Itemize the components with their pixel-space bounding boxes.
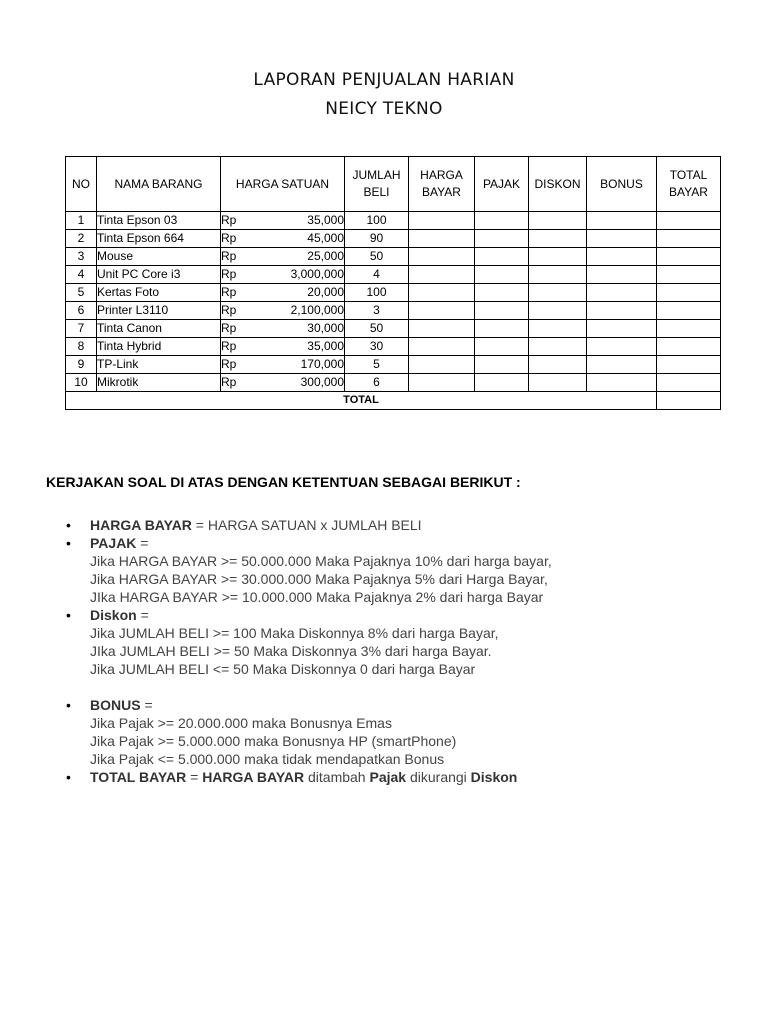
report-title: LAPORAN PENJUALAN HARIAN (253, 70, 515, 90)
cell-total-bayar (657, 212, 721, 230)
cell-total-bayar (657, 284, 721, 302)
company-name: NEICY TEKNO (325, 99, 443, 119)
cell-no: 8 (66, 338, 97, 356)
cell-harga-satuan (221, 302, 345, 320)
table-row (66, 356, 721, 374)
cell-harga-satuan (221, 230, 345, 248)
cell-harga-bayar (409, 356, 475, 374)
price-amount: 30,000 (307, 321, 344, 335)
cell-nama-barang: Printer L3110 (97, 302, 221, 320)
cell-nama-barang: Mouse (97, 248, 221, 266)
cell-pajak (475, 284, 529, 302)
cell-no: 4 (66, 266, 97, 284)
bonus-line: Jika Pajak <= 5.000.000 maka tidak mendapatkan Bonus (90, 751, 445, 767)
cell-harga-satuan (221, 320, 345, 338)
cell-bonus (587, 284, 657, 302)
cell-bonus (587, 320, 657, 338)
cell-pajak (475, 374, 529, 392)
cell-total-bayar (657, 338, 721, 356)
cell-diskon (529, 320, 587, 338)
cell-pajak (475, 356, 529, 374)
header-harga-bayar: HARGA BAYAR (409, 157, 475, 212)
cell-pajak (475, 302, 529, 320)
total-row (66, 392, 721, 410)
cell-jumlah-beli: 3 (345, 302, 409, 320)
instructions-heading: KERJAKAN SOAL DI ATAS DENGAN KETENTUAN SEBAGAI BERIKUT : (46, 474, 521, 490)
cell-harga-bayar (409, 248, 475, 266)
header-pajak: PAJAK (475, 157, 529, 212)
rule-bonus: • BONUS = Jika Pajak >= 20.000.000 maka Bonusnya Emas Jika Pajak >= 5.000.000 maka Bonusnya HP (smartPhone) Jika Pajak <= 5.000.000 maka tidak mendapatkan Bonus (90, 696, 730, 768)
price-amount: 35,000 (307, 213, 344, 227)
header-nama-barang: NAMA BARANG (97, 157, 221, 212)
cell-jumlah-beli: 50 (345, 248, 409, 266)
cell-total-bayar (657, 356, 721, 374)
cell-jumlah-beli: 90 (345, 230, 409, 248)
cell-bonus (587, 338, 657, 356)
currency-label: Rp (221, 213, 237, 227)
table-row (66, 266, 721, 284)
cell-total-bayar (657, 248, 721, 266)
price-amount: 2,100,000 (290, 303, 344, 317)
header-harga-satuan: HARGA SATUAN (221, 157, 345, 212)
header-diskon: DISKON (529, 157, 587, 212)
pajak-line: JIka HARGA BAYAR >= 10.000.000 Maka Pajaknya 2% dari harga Bayar (90, 589, 544, 605)
cell-bonus (587, 374, 657, 392)
cell-harga-bayar (409, 212, 475, 230)
currency-label: Rp (221, 321, 237, 335)
cell-no: 3 (66, 248, 97, 266)
price-amount: 3,000,000 (290, 267, 344, 281)
bonus-line: Jika Pajak >= 20.000.000 maka Bonusnya Emas (90, 715, 392, 731)
rule-diskon: • Diskon = Jika JUMLAH BELI >= 100 Maka Diskonnya 8% dari harga Bayar, JIka JUMLAH BELI >= 50 Maka Diskonnya 3% dari harga Bayar. Jika JUMLAH BELI <= 50 Maka Diskonnya 0 dari harga Bayar (90, 606, 730, 696)
pajak-line: Jika HARGA BAYAR >= 30.000.000 Maka Pajaknya 5% dari Harga Bayar, (90, 571, 548, 587)
diskon-line: Jika JUMLAH BELI >= 100 Maka Diskonnya 8% dari harga Bayar, (90, 625, 499, 641)
table-row (66, 320, 721, 338)
table-row (66, 212, 721, 230)
cell-harga-satuan (221, 248, 345, 266)
cell-bonus (587, 266, 657, 284)
cell-nama-barang: Kertas Foto (97, 284, 221, 302)
cell-no: 1 (66, 212, 97, 230)
currency-label: Rp (221, 267, 237, 281)
rule-pajak: • PAJAK = Jika HARGA BAYAR >= 50.000.000 Maka Pajaknya 10% dari harga bayar, Jika HARGA BAYAR >= 30.000.000 Maka Pajaknya 5% dari Harga Bayar, JIka HARGA BAYAR >= 10.000.000 Maka Pajaknya 2% dari harga Bayar (90, 534, 730, 606)
cell-nama-barang: Tinta Hybrid (97, 338, 221, 356)
cell-bonus (587, 302, 657, 320)
cell-nama-barang: Tinta Epson 664 (97, 230, 221, 248)
table-row (66, 302, 721, 320)
cell-harga-bayar (409, 230, 475, 248)
cell-harga-bayar (409, 374, 475, 392)
cell-bonus (587, 212, 657, 230)
table-row (66, 284, 721, 302)
currency-label: Rp (221, 231, 237, 245)
cell-nama-barang: Mikrotik (97, 374, 221, 392)
cell-harga-satuan (221, 284, 345, 302)
cell-diskon (529, 356, 587, 374)
cell-pajak (475, 320, 529, 338)
header-jumlah-beli: JUMLAH BELI (345, 157, 409, 212)
rule-total-bayar: • TOTAL BAYAR = HARGA BAYAR ditambah Pajak dikurangi Diskon (90, 768, 730, 786)
total-label: TOTAL (66, 392, 657, 410)
pajak-line: Jika HARGA BAYAR >= 50.000.000 Maka Pajaknya 10% dari harga bayar, (90, 553, 552, 569)
bonus-line: Jika Pajak >= 5.000.000 maka Bonusnya HP (smartPhone) (90, 733, 457, 749)
cell-no: 10 (66, 374, 97, 392)
cell-pajak (475, 248, 529, 266)
currency-label: Rp (221, 285, 237, 299)
cell-total-bayar (657, 266, 721, 284)
cell-jumlah-beli: 30 (345, 338, 409, 356)
cell-harga-bayar (409, 338, 475, 356)
total-value-cell (657, 392, 721, 410)
cell-jumlah-beli: 100 (345, 284, 409, 302)
cell-total-bayar (657, 302, 721, 320)
diskon-line: JIka JUMLAH BELI >= 50 Maka Diskonnya 3% dari harga Bayar. (90, 643, 492, 659)
currency-label: Rp (221, 249, 237, 263)
cell-total-bayar (657, 320, 721, 338)
table-row (66, 374, 721, 392)
cell-harga-bayar (409, 284, 475, 302)
cell-diskon (529, 302, 587, 320)
cell-bonus (587, 230, 657, 248)
cell-pajak (475, 338, 529, 356)
cell-harga-bayar (409, 302, 475, 320)
cell-harga-satuan (221, 266, 345, 284)
currency-label: Rp (221, 339, 237, 353)
cell-diskon (529, 248, 587, 266)
cell-jumlah-beli: 4 (345, 266, 409, 284)
cell-nama-barang: Tinta Epson 03 (97, 212, 221, 230)
cell-no: 5 (66, 284, 97, 302)
rule-harga-bayar: • HARGA BAYAR = HARGA SATUAN x JUMLAH BELI (90, 516, 730, 534)
cell-no: 6 (66, 302, 97, 320)
cell-jumlah-beli: 6 (345, 374, 409, 392)
cell-no: 7 (66, 320, 97, 338)
cell-total-bayar (657, 230, 721, 248)
rules-list (46, 516, 730, 786)
cell-harga-satuan (221, 338, 345, 356)
cell-diskon (529, 374, 587, 392)
cell-no: 9 (66, 356, 97, 374)
price-amount: 300,000 (300, 375, 344, 389)
currency-label: Rp (221, 375, 237, 389)
price-amount: 25,000 (307, 249, 344, 263)
price-amount: 35,000 (307, 339, 344, 353)
cell-total-bayar (657, 374, 721, 392)
price-amount: 45,000 (307, 231, 344, 245)
price-amount: 20,000 (307, 285, 344, 299)
header-total-bayar: TOTAL BAYAR (657, 157, 721, 212)
cell-diskon (529, 266, 587, 284)
cell-harga-bayar (409, 320, 475, 338)
cell-nama-barang: Tinta Canon (97, 320, 221, 338)
cell-diskon (529, 212, 587, 230)
header-no: NO (66, 157, 97, 212)
cell-nama-barang: Unit PC Core i3 (97, 266, 221, 284)
cell-harga-satuan (221, 374, 345, 392)
cell-bonus (587, 248, 657, 266)
cell-no: 2 (66, 230, 97, 248)
cell-harga-satuan (221, 212, 345, 230)
cell-jumlah-beli: 100 (345, 212, 409, 230)
table-row (66, 248, 721, 266)
sales-table (65, 156, 721, 410)
currency-label: Rp (221, 303, 237, 317)
cell-pajak (475, 230, 529, 248)
cell-jumlah-beli: 50 (345, 320, 409, 338)
table-row (66, 230, 721, 248)
cell-diskon (529, 284, 587, 302)
cell-diskon (529, 338, 587, 356)
diskon-line: Jika JUMLAH BELI <= 50 Maka Diskonnya 0 dari harga Bayar (90, 661, 476, 677)
table-header-row (66, 157, 721, 212)
table-row (66, 338, 721, 356)
cell-jumlah-beli: 5 (345, 356, 409, 374)
cell-harga-satuan (221, 356, 345, 374)
cell-pajak (475, 266, 529, 284)
cell-diskon (529, 230, 587, 248)
cell-bonus (587, 356, 657, 374)
header-bonus: BONUS (587, 157, 657, 212)
price-amount: 170,000 (300, 357, 344, 371)
currency-label: Rp (221, 357, 237, 371)
cell-harga-bayar (409, 266, 475, 284)
cell-pajak (475, 212, 529, 230)
cell-nama-barang: TP-Link (97, 356, 221, 374)
